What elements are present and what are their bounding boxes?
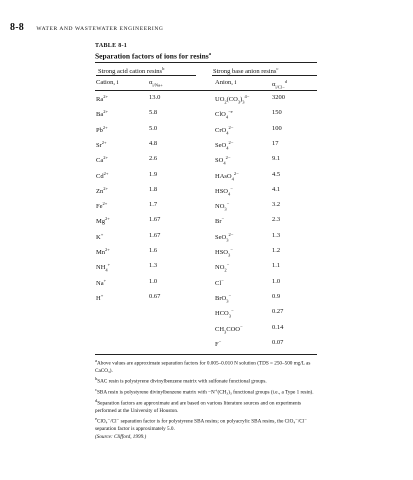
- cation-alpha-cell: 1.6: [149, 247, 158, 254]
- anion-alpha-cell: 1.3: [272, 231, 281, 239]
- anion-alpha-cell: 9.1: [272, 155, 281, 163]
- group-cation-rule: [96, 75, 196, 76]
- anion-ion-cell: CrO$_4^{2-}$: [215, 124, 234, 136]
- footnotes: [95, 357, 320, 442]
- anion-ion-cell: Cl−: [215, 277, 224, 287]
- col-alpha-anion-header: $\alpha_{i/Cl-}^d$: [272, 79, 287, 90]
- cation-alpha-cell: 1.67: [149, 216, 161, 224]
- table-bottom-rule: [95, 354, 317, 355]
- table-label: TABLE 8-1: [95, 43, 128, 49]
- cation-ion-cell: $Cd^{2+}$: [96, 170, 109, 180]
- cation-ion-cell: $Pb^{2+}$: [96, 124, 108, 134]
- cation-alpha-cell: 13.0: [149, 94, 161, 101]
- cation-alpha-cell: 1.3: [149, 262, 158, 270]
- cation-ion-cell: $Mg^{2+}$: [96, 216, 110, 226]
- anion-ion-cell: HAsO$_4^{2-}$: [215, 170, 239, 181]
- footnote: $^b$SAC resin is polystyrene divinylbenzene matrix with sulfonate functional groups.: [95, 376, 267, 385]
- cation-ion-cell: $Mn^{2+}$: [96, 247, 110, 257]
- anion-alpha-cell: 1.0: [272, 277, 281, 285]
- col-alpha-cation-header: $\alpha_{i/Na+}$: [149, 79, 163, 88]
- footnote: $^a$Above values are approximate separation factors for 0.005–0.010 N solution (TDS = 250–500 mg/L as CaCO₃).: [95, 358, 311, 374]
- anion-ion-cell: $UO_2(CO_3)_3^{4-}$: [215, 94, 250, 105]
- anion-ion-cell: F−: [215, 338, 222, 348]
- cation-alpha-cell: 2.6: [149, 155, 158, 163]
- anion-ion-cell: BrO$_3$−: [215, 292, 231, 304]
- anion-alpha-cell: 4.5: [272, 170, 281, 178]
- table-title: Separation factors of ions for resins$^a$: [95, 51, 211, 61]
- source-note: (Source: Clifford, 1999.): [95, 434, 147, 441]
- cation-alpha-cell: 1.8: [149, 185, 158, 193]
- cation-alpha-cell: 5.0: [149, 124, 158, 132]
- cation-ion-cell: $Zn^{2+}$: [96, 185, 109, 195]
- anion-alpha-cell: 0.27: [272, 308, 284, 316]
- anion-alpha-cell: 3200: [272, 94, 285, 101]
- footnote: $^d$Separation factors are approximate and are based on various literature sources and on experiments performed at the University of Houston.: [95, 398, 302, 414]
- cation-alpha-cell: 1.67: [149, 231, 161, 239]
- running-head: WATER AND WASTEWATER ENGINEERING: [36, 26, 164, 32]
- anion-ion-cell: $HSO_4^-$: [215, 185, 233, 197]
- cation-alpha-cell: 1.7: [149, 201, 158, 209]
- anion-ion-cell: SeO$_3^{2-}$: [215, 231, 234, 243]
- anion-alpha-cell: 150: [272, 109, 282, 117]
- cation-alpha-cell: 1.9: [149, 170, 158, 178]
- col-cation-header: Cation, i: [96, 79, 119, 86]
- anion-alpha-cell: 0.9: [272, 292, 281, 300]
- anion-alpha-cell: 0.14: [272, 323, 284, 331]
- cation-ion-cell: $Ba^{2+}$: [96, 109, 109, 119]
- anion-ion-cell: $NO_2^-$: [215, 262, 230, 273]
- table-header-rule: [95, 90, 317, 91]
- group-anion-rule: [212, 75, 317, 76]
- cation-ion-cell: H+: [96, 292, 104, 303]
- col-anion-header: Anion, i: [215, 79, 237, 86]
- cation-ion-cell: $Ca^{2+}$: [96, 155, 109, 165]
- cation-ion-cell: $Sr^{2+}$: [96, 139, 107, 150]
- cation-ion-cell: K+: [96, 231, 104, 241]
- anion-alpha-cell: 100: [272, 124, 282, 132]
- anion-alpha-cell: 1.1: [272, 262, 281, 270]
- group-anion-header: Strong base anion resins$^c$: [213, 66, 279, 76]
- anion-alpha-cell: 4.1: [272, 185, 281, 193]
- cation-alpha-cell: 1.0: [149, 277, 158, 285]
- cation-ion-cell: $NH_4^+$: [96, 262, 111, 273]
- anion-ion-cell: $SO_4^{2-}$: [215, 155, 231, 166]
- footnote: $^c$SBA resin is polystyrene divinylbenzene matrix with −N⁺(CH₃)₃ functional groups (i.e., a Type 1 resin).: [95, 387, 314, 396]
- cation-ion-cell: Na+: [96, 277, 107, 287]
- anion-ion-cell: $NO_3^-$: [215, 201, 230, 212]
- table-top-rule: [95, 62, 317, 63]
- anion-alpha-cell: 3.2: [272, 201, 281, 209]
- cation-alpha-cell: 5.8: [149, 109, 158, 117]
- footnote: $^e$ClO₄⁻/Cl⁻ separation factor is for polystyrene SBA resins; on polyacrylic SBA resins, the ClO₄⁻/Cl⁻ separation factor is approximately 5.0.: [95, 416, 307, 433]
- anion-ion-cell: $HCO_3^-$: [215, 308, 234, 319]
- anion-ion-cell: SeO$_4^{2-}$: [215, 139, 234, 151]
- anion-ion-cell: $CH_3COO^-$: [215, 323, 243, 334]
- cation-ion-cell: $Ra^{2+}$: [96, 94, 109, 104]
- page-number: 8-8: [10, 22, 24, 33]
- cation-alpha-cell: 0.67: [149, 292, 161, 300]
- anion-alpha-cell: 0.07: [272, 338, 284, 346]
- anion-ion-cell: ClO$_4^{-e}$: [215, 109, 233, 120]
- group-cation-header: Strong acid cation resins$^b$: [98, 66, 165, 76]
- cation-alpha-cell: 4.8: [149, 139, 158, 147]
- anion-alpha-cell: 2.3: [272, 216, 281, 224]
- anion-alpha-cell: 1.2: [272, 247, 281, 254]
- anion-ion-cell: $HSO_3^-$: [215, 247, 233, 258]
- anion-ion-cell: Br−: [215, 216, 225, 226]
- anion-alpha-cell: 17: [272, 139, 279, 147]
- page-header: [10, 22, 164, 33]
- cation-ion-cell: $Fe^{2+}$: [96, 201, 108, 211]
